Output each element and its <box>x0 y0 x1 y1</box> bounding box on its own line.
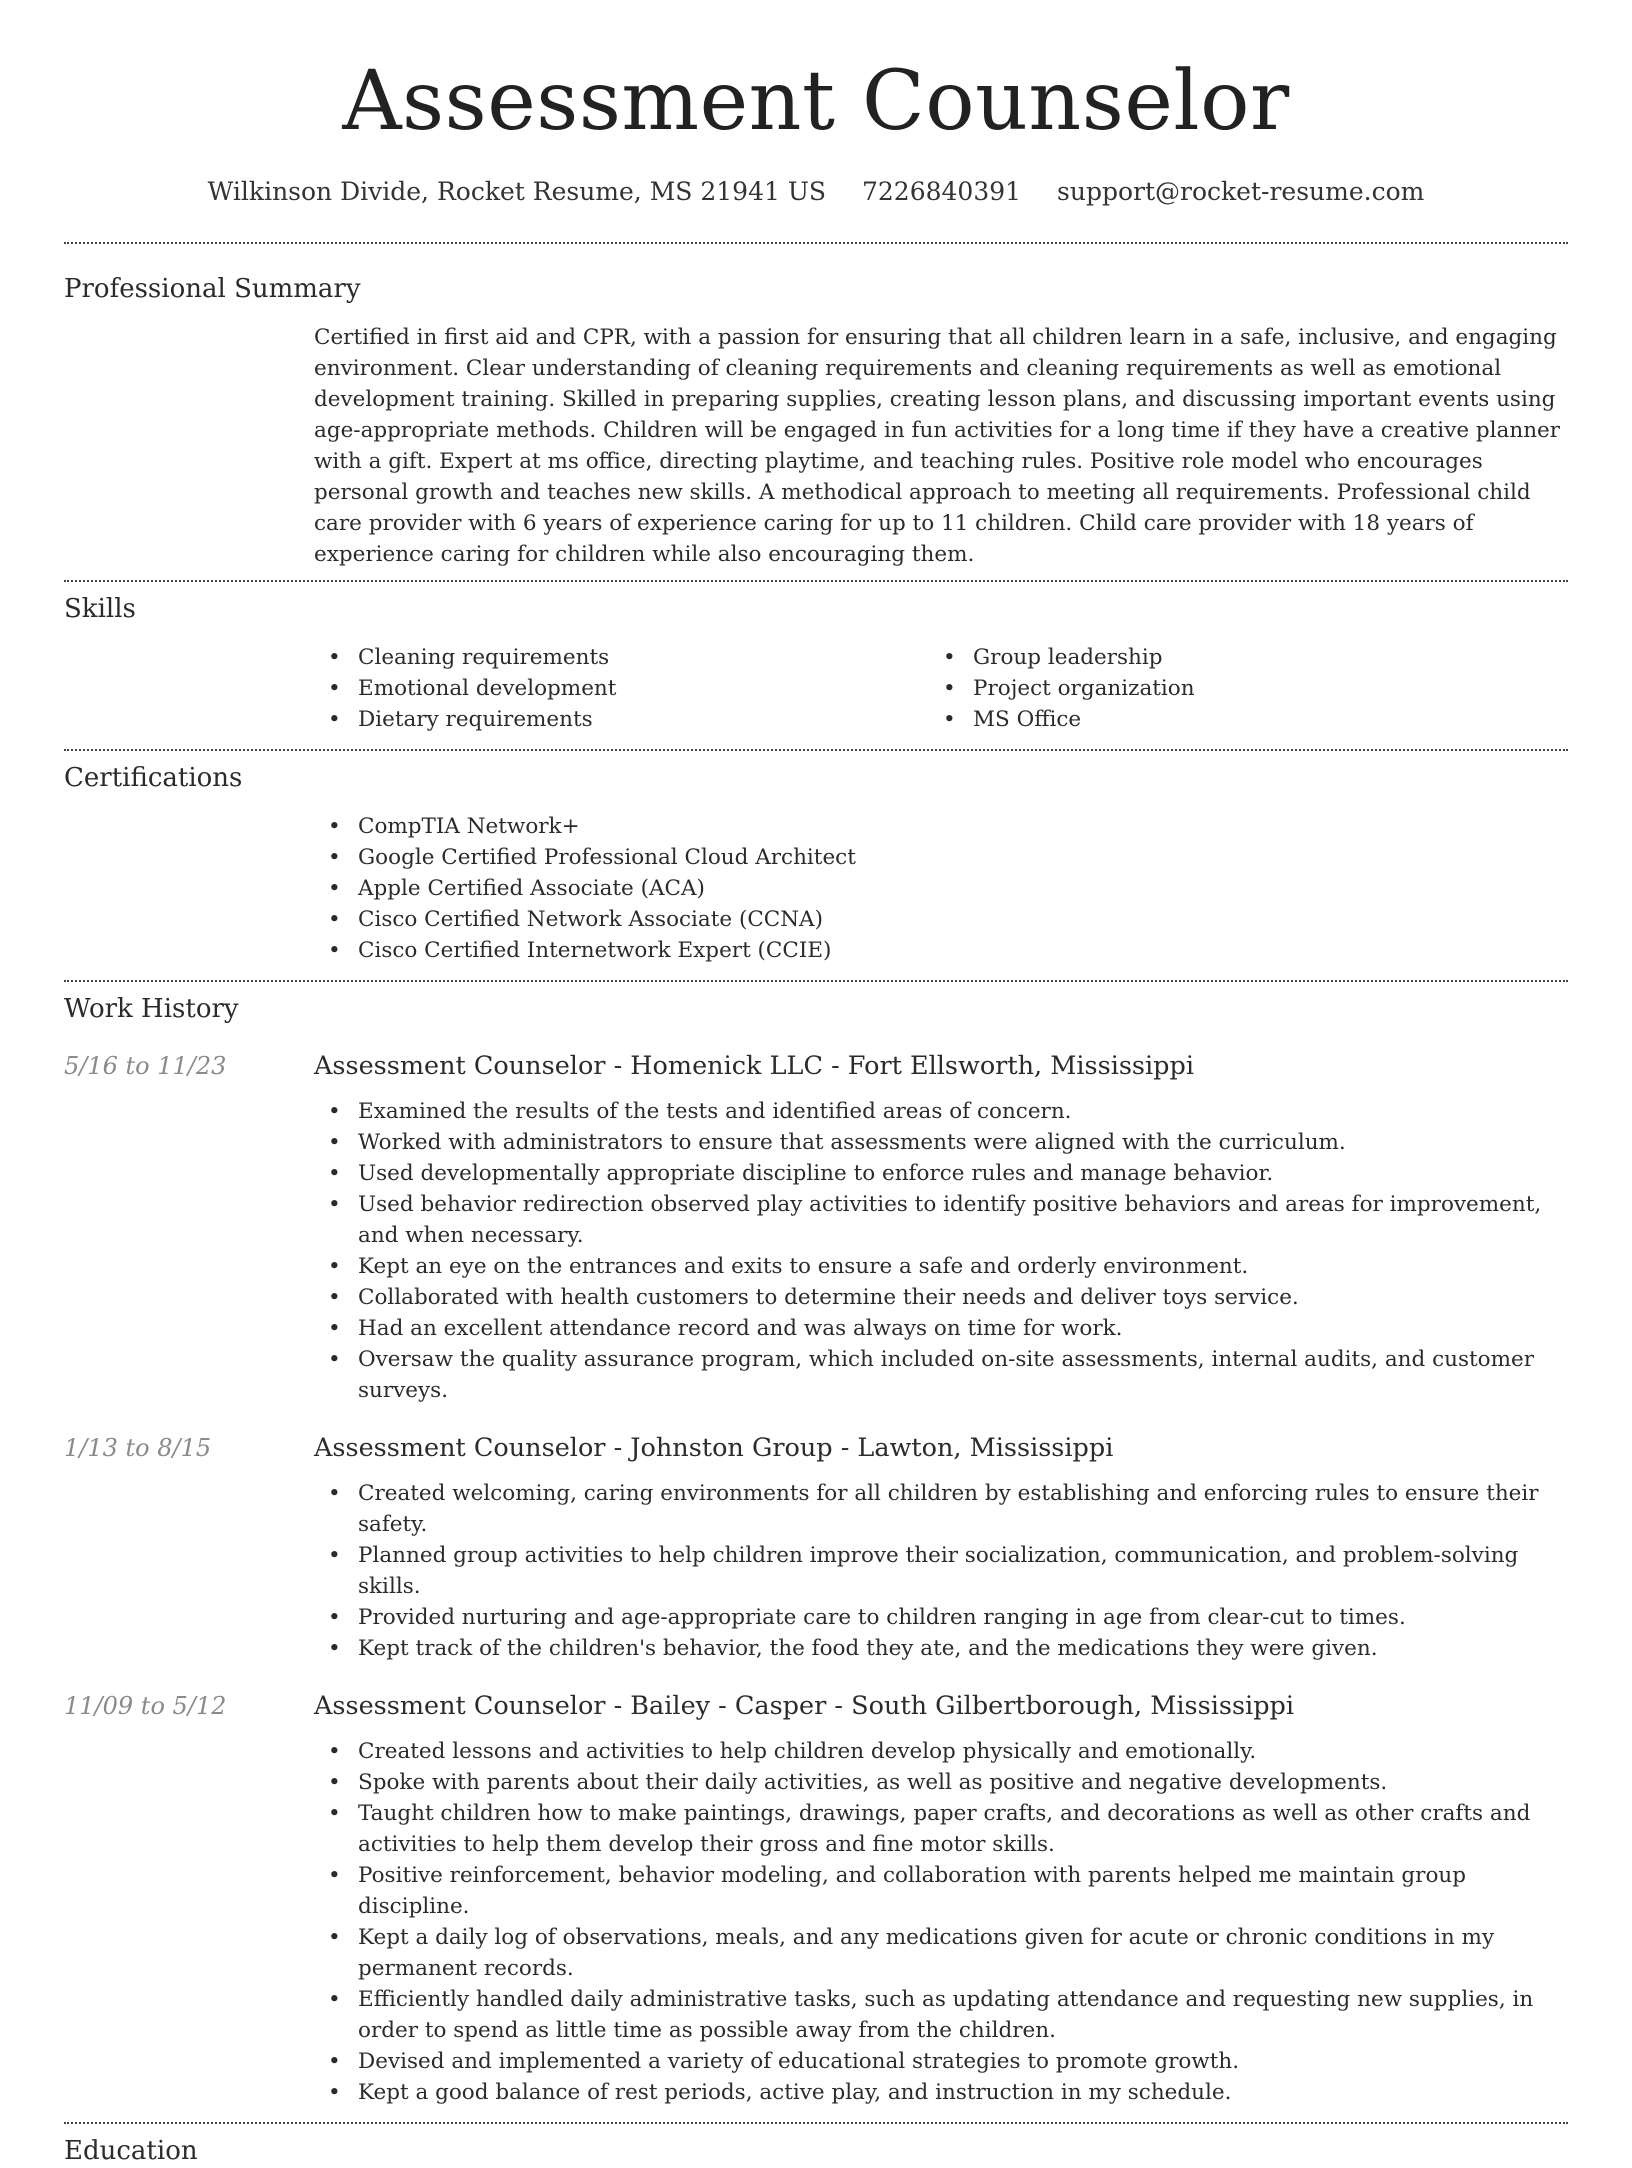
job-main <box>314 1050 1568 1406</box>
education-section <box>64 2124 1568 2168</box>
summary-section <box>64 244 1568 580</box>
job-bullet: • Created lessons and activities to help children develop physically and emotionally. <box>314 1736 1568 1767</box>
job-date: 5/16 to 11/23 <box>64 1052 227 1080</box>
skill-item: • Group leadership <box>929 642 1544 673</box>
skills-section <box>64 582 1568 749</box>
contact-email[interactable]: support@rocket-resume.com <box>1057 177 1425 206</box>
job-bullet: • Kept a good balance of rest periods, active play, and instruction in my schedule. <box>314 2077 1568 2108</box>
job-bullet: • Provided nurturing and age-appropriate care to children ranging in age from clear-cut to times. <box>314 1602 1568 1633</box>
job-bullet: • Spoke with parents about their daily activities, as well as positive and negative developments. <box>314 1767 1568 1798</box>
candidate-name: Assessment Counselor <box>342 54 1290 149</box>
skill-item: • Dietary requirements <box>314 704 929 735</box>
job-title: Assessment Counselor - Homenick LLC - Fort Ellsworth, Mississippi <box>314 1051 1194 1081</box>
job-bullets <box>314 1736 1568 2108</box>
certifications-list <box>314 811 1568 966</box>
job-bullet: • Planned group activities to help children improve their socialization, communication, and problem-solving skills. <box>314 1540 1568 1602</box>
skill-item: • MS Office <box>929 704 1544 735</box>
job-bullets <box>314 1096 1568 1406</box>
skills-list-right <box>929 642 1544 735</box>
job-entry <box>64 1050 1568 1406</box>
certification-item: • Cisco Certified Internetwork Expert (CCIE) <box>314 935 1568 966</box>
job-bullet: • Kept a daily log of observations, meals, and any medications given for acute or chronic conditions in my permanent records. <box>314 1922 1568 1984</box>
job-bullet: • Kept an eye on the entrances and exits to ensure a safe and orderly environment. <box>314 1251 1568 1282</box>
contact-address: Wilkinson Divide, Rocket Resume, MS 21941 US <box>207 177 827 206</box>
certification-item: • Google Certified Professional Cloud Architect <box>314 842 1568 873</box>
skills-list-left <box>314 642 929 735</box>
skills-grid <box>314 642 1568 735</box>
job-bullets <box>314 1478 1568 1664</box>
resume-header <box>64 0 1568 208</box>
job-bullet: • Worked with administrators to ensure that assessments were aligned with the curriculum. <box>314 1127 1568 1158</box>
job-main <box>314 1432 1568 1664</box>
job-title: Assessment Counselor - Johnston Group - Lawton, Mississippi <box>314 1433 1114 1463</box>
section-title-summary: Professional Summary <box>64 274 361 304</box>
job-bullet: • Oversaw the quality assurance program, which included on-site assessments, internal audits, and customer surveys. <box>314 1344 1568 1406</box>
job-entry <box>64 1432 1568 1664</box>
skill-item: • Cleaning requirements <box>314 642 929 673</box>
contact-phone: 7226840391 <box>862 177 1022 206</box>
certifications-section <box>64 751 1568 980</box>
section-title-work: Work History <box>64 994 239 1024</box>
job-bullet: • Created welcoming, caring environments for all children by establishing and enforcing rules to ensure their safety. <box>314 1478 1568 1540</box>
job-bullet: • Collaborated with health customers to determine their needs and deliver toys service. <box>314 1282 1568 1313</box>
certification-item: • Apple Certified Associate (ACA) <box>314 873 1568 904</box>
job-bullet: • Devised and implemented a variety of educational strategies to promote growth. <box>314 2046 1568 2077</box>
section-title-skills: Skills <box>64 594 136 624</box>
job-title: Assessment Counselor - Bailey - Casper - South Gilbertborough, Mississippi <box>314 1691 1294 1721</box>
certification-item: • CompTIA Network+ <box>314 811 1568 842</box>
job-bullet: • Had an excellent attendance record and was always on time for work. <box>314 1313 1568 1344</box>
job-bullet: • Examined the results of the tests and identified areas of concern. <box>314 1096 1568 1127</box>
skill-item: • Emotional development <box>314 673 929 704</box>
certification-item: • Cisco Certified Network Associate (CCNA) <box>314 904 1568 935</box>
job-bullet: • Used developmentally appropriate discipline to enforce rules and manage behavior. <box>314 1158 1568 1189</box>
job-bullet: • Taught children how to make paintings, drawings, paper crafts, and decorations as well as other crafts and activities to help them develop their gross and fine motor skills. <box>314 1798 1568 1860</box>
job-bullet: • Used behavior redirection observed play activities to identify positive behaviors and areas for improvement, and when necessary. <box>314 1189 1568 1251</box>
section-title-certifications: Certifications <box>64 763 243 793</box>
contact-line <box>64 176 1568 208</box>
job-date: 1/13 to 8/15 <box>64 1434 212 1462</box>
job-entry <box>64 1690 1568 2108</box>
summary-text: Certified in first aid and CPR, with a passion for ensuring that all children learn in a safe, inclusive, and engaging environment. Clear understanding of cleaning requirements and cleaning requirements as well as emotional development training. Skilled in preparing supplies, creating lesson plans, and discussing important events using age-appropriate methods. Children will be engaged in fun activities for a long time if they have a creative planner with a gift. Expert at ms office, directing playtime, and teaching rules. Positive role model who encourages personal growth and teaches new skills. A methodical approach to meeting all requirements. Professional child care provider with 6 years of experience caring for up to 11 children. Child care provider with 18 years of experience caring for children while also encouraging them. <box>314 325 1561 567</box>
section-title-education: Education <box>64 2136 198 2166</box>
job-bullet: • Efficiently handled daily administrative tasks, such as updating attendance and requesting new supplies, in order to spend as little time as possible away from the children. <box>314 1984 1568 2046</box>
job-bullet: • Positive reinforcement, behavior modeling, and collaboration with parents helped me maintain group discipline. <box>314 1860 1568 1922</box>
skill-item: • Project organization <box>929 673 1544 704</box>
job-date: 11/09 to 5/12 <box>64 1692 227 1720</box>
job-main <box>314 1690 1568 2108</box>
job-bullet: • Kept track of the children's behavior, the food they ate, and the medications they were given. <box>314 1633 1568 1664</box>
work-history-section <box>64 982 1568 2108</box>
